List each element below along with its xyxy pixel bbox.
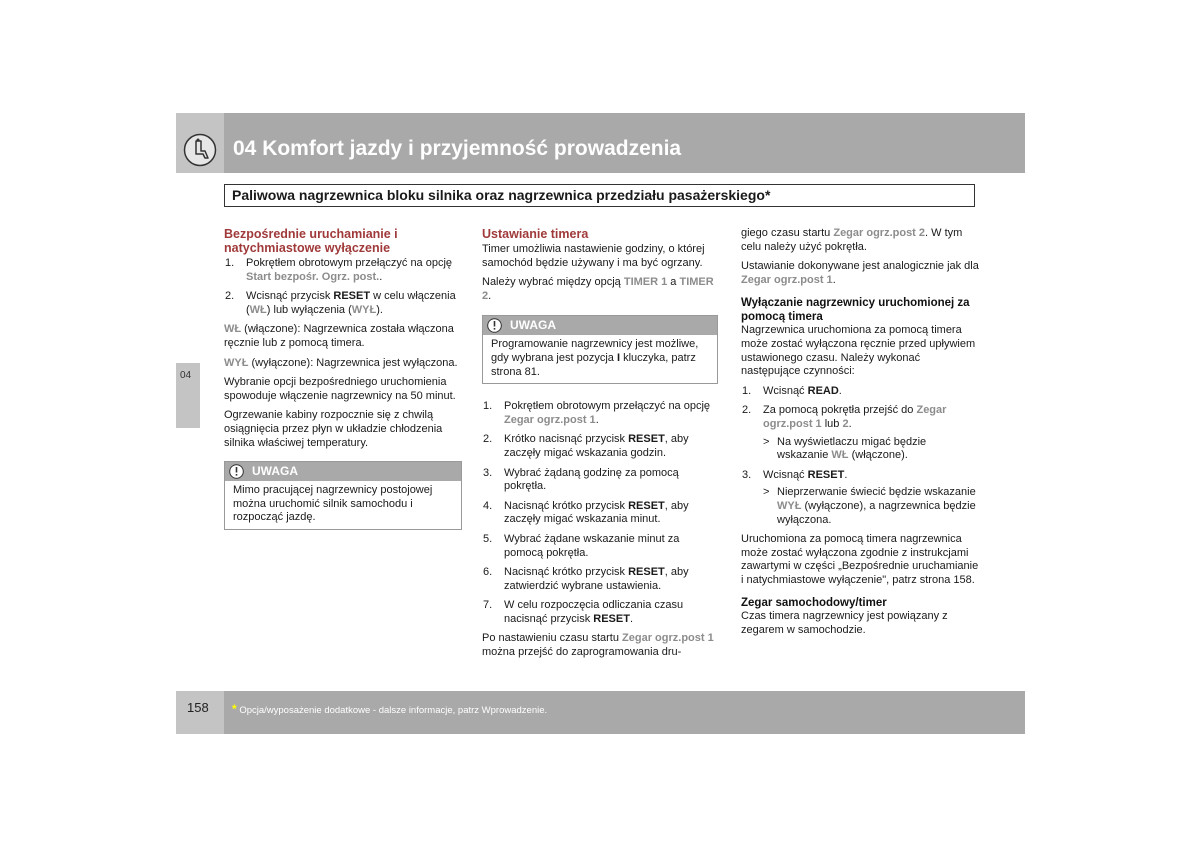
list-item: 2. Krótko nacisnąć przycisk RESET, aby zaczęły migać wskazania godzin. bbox=[483, 433, 689, 459]
note-box bbox=[224, 461, 462, 530]
paragraph: Należy wybrać między opcją TIMER 1 a TIMER 2. bbox=[482, 276, 714, 302]
note-header bbox=[483, 316, 717, 335]
note-label: UWAGA bbox=[252, 464, 298, 479]
list-item: 2. Wcisnąć przycisk RESET w celu włączenia (WŁ) lub wyłączenia (WYŁ). bbox=[225, 290, 456, 316]
paragraph: WŁ (włączone): Nagrzewnica została włączona ręcznie lub z pomocą timera. bbox=[224, 323, 454, 349]
footnote bbox=[232, 702, 547, 716]
note-header bbox=[225, 462, 461, 481]
heading-direct-start: Bezpośrednie uruchamianie i natychmiastowe wyłączenie bbox=[224, 227, 398, 255]
paragraph: Uruchomiona za pomocą timera nagrzewnica może zostać wyłączona zgodnie z instrukcjami zawartymi w części „Bezpośrednie uruchamianie i natychmiastowe wyłączenie", patrz strona 158. bbox=[741, 533, 979, 586]
paragraph: Po nastawieniu czasu startu Zegar ogrz.post 1 można przejść do zaprogramowania dru- bbox=[482, 632, 714, 659]
list-item: 3. Wcisnąć RESET. bbox=[742, 468, 848, 481]
paragraph: giego czasu startu Zegar ogrz.post 2. W tym celu należy użyć pokrętła. bbox=[741, 227, 963, 253]
chapter-tab-label: 04 bbox=[180, 370, 192, 381]
seat-icon bbox=[183, 133, 217, 167]
chapter-tab bbox=[176, 363, 200, 428]
list-item: 7. W celu rozpoczęcia odliczania czasu nacisnąć przycisk RESET. bbox=[483, 599, 684, 625]
heading-clock: Zegar samochodowy/timer bbox=[741, 597, 887, 610]
note-label: UWAGA bbox=[510, 318, 556, 333]
list-item: 6. Nacisnąć krótko przycisk RESET, aby zatwierdzić wybrane ustawienia. bbox=[483, 566, 689, 592]
paragraph: Czas timera nagrzewnicy jest powiązany z zegarem w samochodzie. bbox=[741, 610, 948, 637]
section-title-box bbox=[224, 184, 975, 207]
paragraph: Nagrzewnica uruchomiona za pomocą timera może zostać wyłączona ręcznie przed upływiem ustawionego czasu. Należy wykonać następujące czynności: bbox=[741, 324, 976, 378]
info-icon bbox=[229, 464, 244, 479]
paragraph: Ogrzewanie kabiny rozpocznie się z chwilą osiągnięcia przez płyn w układzie chłodzenia silnika właściwej temperatury. bbox=[224, 409, 443, 449]
list-item: 1. Pokrętłem obrotowym przełączyć na opcję Start bezpośr. Ogrz. post.. bbox=[225, 257, 453, 283]
page-number: 158 bbox=[187, 700, 209, 715]
heading-timer: Ustawianie timera bbox=[482, 227, 589, 241]
list-item: 1. Wcisnąć READ. bbox=[742, 384, 842, 397]
footnote-text: Opcja/wyposażenie dodatkowe - dalsze informacje, patrz Wprowadzenie. bbox=[239, 705, 548, 716]
list-item: 1. Pokrętłem obrotowym przełączyć na opcję Zegar ogrz.post 1. bbox=[483, 400, 711, 426]
column-2 bbox=[482, 227, 718, 660]
sub-list-item: > Nieprzerwanie świecić będzie wskazanie WYŁ (wyłączone), a nagrzewnica będzie wyłączona. bbox=[763, 486, 976, 526]
section-title: Paliwowa nagrzewnica bloku silnika oraz nagrzewnica przedziału pasażerskiego* bbox=[232, 187, 771, 203]
list-item: 5. Wybrać żądane wskazanie minut za pomocą pokrętła. bbox=[483, 532, 680, 559]
heading-timer-off: Wyłączanie nagrzewnicy uruchomionej za pomocą timera bbox=[741, 297, 970, 324]
info-icon bbox=[487, 318, 502, 333]
column-3 bbox=[741, 227, 979, 638]
paragraph: Wybranie opcji bezpośredniego uruchomienia spowoduje włączenie nagrzewnicy na 50 minut. bbox=[224, 376, 456, 402]
paragraph: Ustawianie dokonywane jest analogicznie jak dla Zegar ogrz.post 1. bbox=[741, 260, 979, 286]
sub-list-item: > Na wyświetlaczu migać będzie wskazanie WŁ (włączone). bbox=[763, 435, 927, 462]
note-text: Mimo pracującej nagrzewnicy postojowej można uruchomić silnik samochodu i rozpocząć jazdę. bbox=[233, 484, 433, 524]
list-item: 2. Za pomocą pokrętła przejść do Zegar ogrz.post 1 lub 2. bbox=[742, 404, 947, 430]
column-1 bbox=[224, 227, 462, 530]
chapter-title: 04 Komfort jazdy i przyjemność prowadzenia bbox=[233, 137, 682, 160]
note-box bbox=[482, 315, 718, 384]
paragraph: Timer umożliwia nastawienie godziny, o której samochód będzie używany i ma być ogrzany. bbox=[482, 243, 705, 269]
note-text: Programowanie nagrzewnicy jest możliwe, gdy wybrana jest pozycja I kluczyka, patrz strona 81. bbox=[491, 338, 699, 378]
footnote-star: * bbox=[232, 702, 237, 716]
list-item: 4. Nacisnąć krótko przycisk RESET, aby zaczęły migać wskazania minut. bbox=[483, 499, 689, 526]
list-item: 3. Wybrać żądaną godzinę za pomocą pokrętła. bbox=[483, 466, 679, 493]
paragraph: WYŁ (wyłączone): Nagrzewnica jest wyłączona. bbox=[224, 356, 458, 369]
